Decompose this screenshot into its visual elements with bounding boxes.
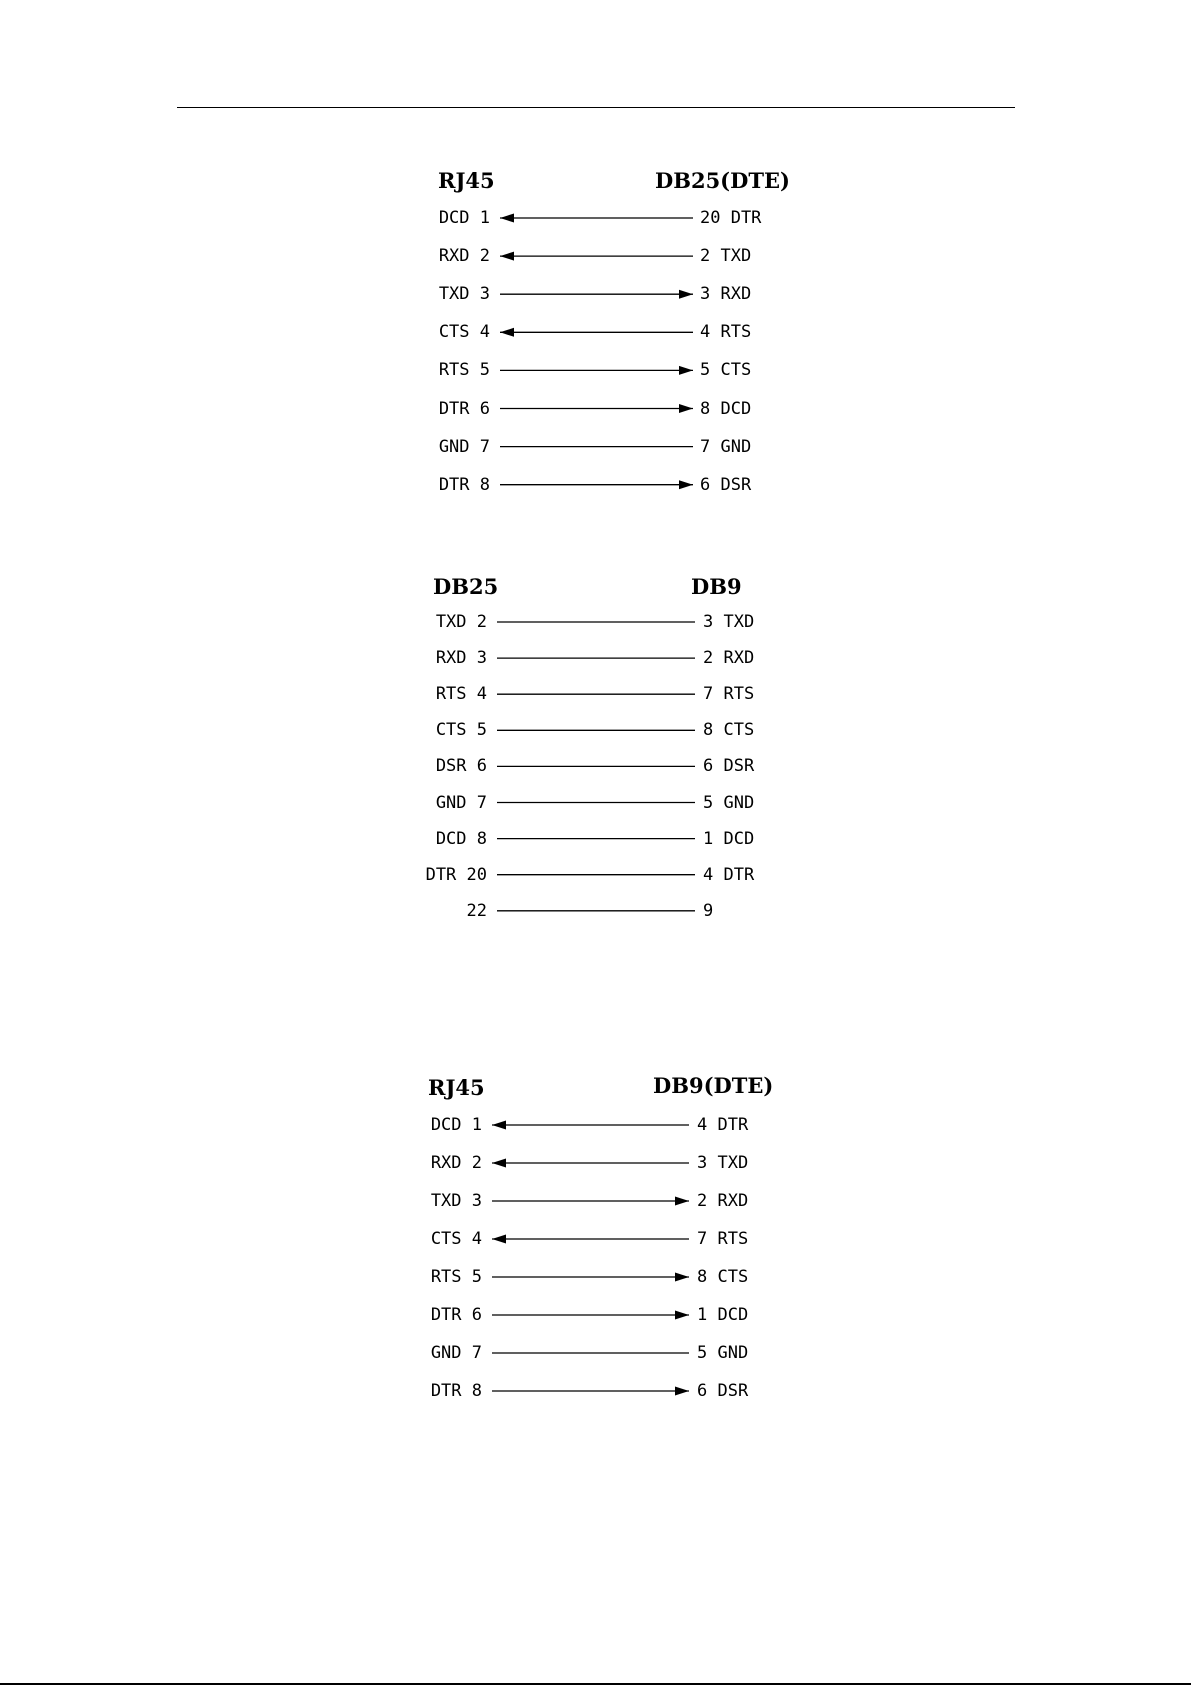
right-pin-label: 2 RXD (703, 648, 755, 669)
arrowhead-right-icon (675, 1197, 689, 1206)
right-pin-label: 7 RTS (697, 1229, 749, 1249)
left-pin-label: DCD 1 (430, 1115, 482, 1135)
right-pin-label: 1 DCD (703, 828, 755, 849)
right-pin-label: 6 DSR (700, 474, 752, 495)
left-pin-label: RTS 5 (430, 1267, 482, 1287)
left-pin-label: RXD 2 (438, 246, 490, 267)
right-pin-label: 7 GND (700, 436, 752, 457)
left-pin-label: TXD 2 (435, 612, 487, 632)
left-pin-label: TXD 3 (430, 1191, 482, 1211)
right-pin-label: 5 GND (697, 1343, 749, 1363)
arrowhead-left-icon (492, 1159, 506, 1168)
right-pin-label: 5 GND (703, 792, 755, 813)
right-pin-label: 4 DTR (697, 1115, 749, 1135)
right-pin-label: 7 RTS (703, 684, 755, 705)
left-connector-title: RJ45 (428, 1075, 485, 1100)
left-pin-label: CTS 4 (430, 1229, 482, 1249)
left-pin-label: DTR 8 (430, 1381, 482, 1401)
right-pin-label: 4 RTS (700, 322, 752, 343)
right-pin-label: 2 RXD (697, 1191, 749, 1211)
right-pin-label: 3 TXD (703, 612, 755, 632)
right-pin-label: 8 CTS (697, 1267, 749, 1287)
right-pin-label: 20 DTR (700, 208, 762, 228)
left-pin-label: RTS 5 (438, 360, 490, 381)
right-pin-label: 9 (703, 900, 714, 921)
left-pin-label: GND 7 (435, 792, 487, 813)
left-pin-label: DCD 8 (435, 828, 487, 849)
left-pin-label: GND 7 (430, 1343, 482, 1363)
right-pin-label: 3 RXD (700, 284, 752, 305)
right-connector-title: DB25(DTE) (655, 168, 790, 193)
left-pin-label: DCD 1 (438, 208, 490, 228)
arrowhead-left-icon (492, 1121, 506, 1130)
left-pin-label: CTS 5 (435, 720, 487, 741)
left-pin-label: DTR 6 (438, 398, 490, 419)
left-pin-label: GND 7 (438, 436, 490, 457)
arrowhead-left-icon (492, 1235, 506, 1244)
right-pin-label: 8 DCD (700, 398, 752, 419)
arrowhead-right-icon (675, 1311, 689, 1320)
left-pin-label: DSR 6 (435, 756, 487, 777)
right-pin-label: 3 TXD (697, 1153, 749, 1173)
right-pin-label: 1 DCD (697, 1305, 749, 1325)
left-pin-label: TXD 3 (438, 284, 490, 305)
left-pin-label: 22 (466, 900, 487, 921)
right-pin-label: 6 DSR (697, 1381, 749, 1401)
right-pin-label: 6 DSR (703, 756, 755, 777)
right-pin-label: 4 DTR (703, 864, 755, 885)
left-pin-label: DTR 20 (425, 864, 487, 885)
arrowhead-right-icon (675, 1387, 689, 1396)
left-pin-label: DTR 6 (430, 1305, 482, 1325)
arrowhead-right-icon (675, 1273, 689, 1282)
right-pin-label: 8 CTS (703, 720, 755, 741)
right-pin-label: 2 TXD (700, 246, 752, 267)
left-pin-label: CTS 4 (438, 322, 490, 343)
left-connector-title: RJ45 (438, 168, 495, 193)
right-connector-title: DB9 (691, 574, 742, 599)
left-pin-label: RXD 3 (435, 648, 487, 669)
left-pin-label: RTS 4 (435, 684, 487, 705)
left-pin-label: RXD 2 (430, 1153, 482, 1173)
left-pin-label: DTR 8 (438, 474, 490, 495)
right-pin-label: 5 CTS (700, 360, 752, 381)
left-connector-title: DB25 (433, 574, 499, 599)
right-connector-title: DB9(DTE) (653, 1073, 774, 1098)
